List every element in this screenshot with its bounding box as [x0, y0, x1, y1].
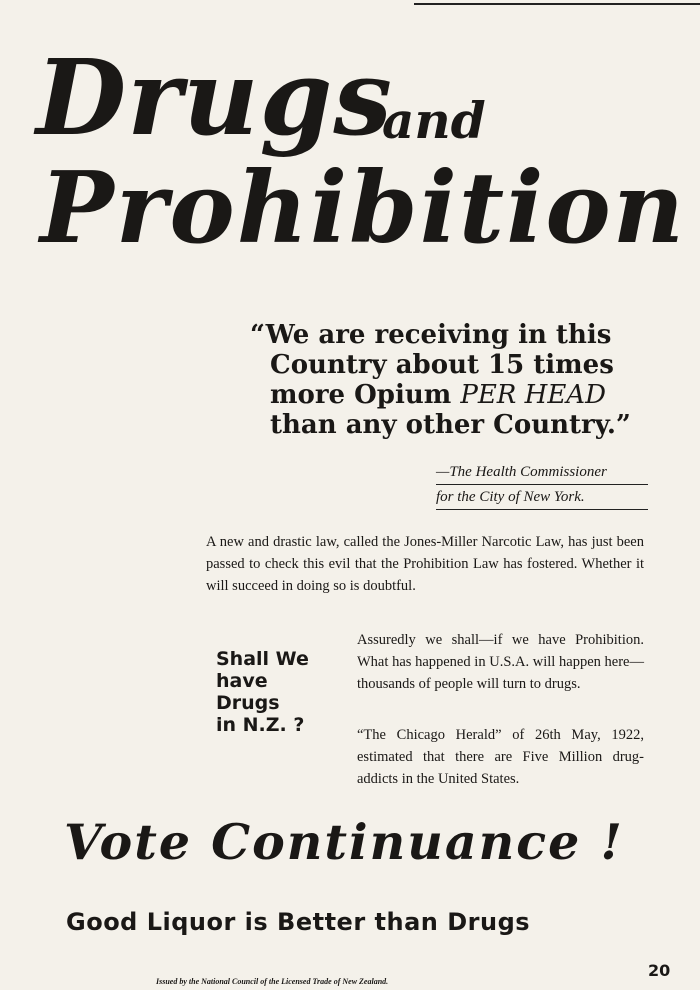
side-heading-line: Shall We [216, 648, 309, 670]
quote-attribution [436, 460, 648, 510]
quote-line: than any other Country.” [270, 410, 631, 440]
attribution-line: —The Health Commissioner [436, 460, 648, 485]
quote-line: Country about 15 times [270, 350, 614, 380]
headline-and: and [382, 91, 486, 150]
column-paragraph: Assuredly we shall—if we have Prohibition. What has happened in U.S.A. will happen here—thousands of people will turn to drugs. [357, 632, 644, 692]
attribution-line: for the City of New York. [436, 485, 648, 510]
side-heading-line: in N.Z. ? [216, 714, 305, 736]
headline-drugs: Drugs [36, 36, 393, 159]
quote-line: “We are receiving in this [250, 320, 612, 350]
vote-slogan: Vote Continuance ! [64, 813, 624, 871]
side-heading-line: Drugs [216, 692, 280, 714]
quote-line [270, 380, 690, 410]
issuer-footer: Issued by the National Council of the Licensed Trade of New Zealand. [156, 977, 389, 986]
quote-emphasis: PER HEAD [460, 380, 606, 410]
pull-quote [250, 320, 690, 440]
headline-prohibition: Prohibition [40, 151, 687, 266]
column-paragraph: “The Chicago Herald” of 26th May, 1922, estimated that there are Five Million drug-addicts in the United States. [357, 727, 644, 787]
side-heading [216, 648, 346, 736]
body-paragraph: A new and drastic law, called the Jones-Miller Narcotic Law, has just been passed to check this evil that the Prohibition Law has fostered. Whether it will succeed in doing so is doubtful. [206, 534, 644, 594]
side-heading-line: have [216, 670, 268, 692]
tagline: Good Liquor is Better than Drugs [66, 908, 531, 936]
top-rule [414, 3, 700, 5]
page-number: 20 [648, 961, 671, 980]
quote-line-text: more Opium [270, 380, 461, 410]
